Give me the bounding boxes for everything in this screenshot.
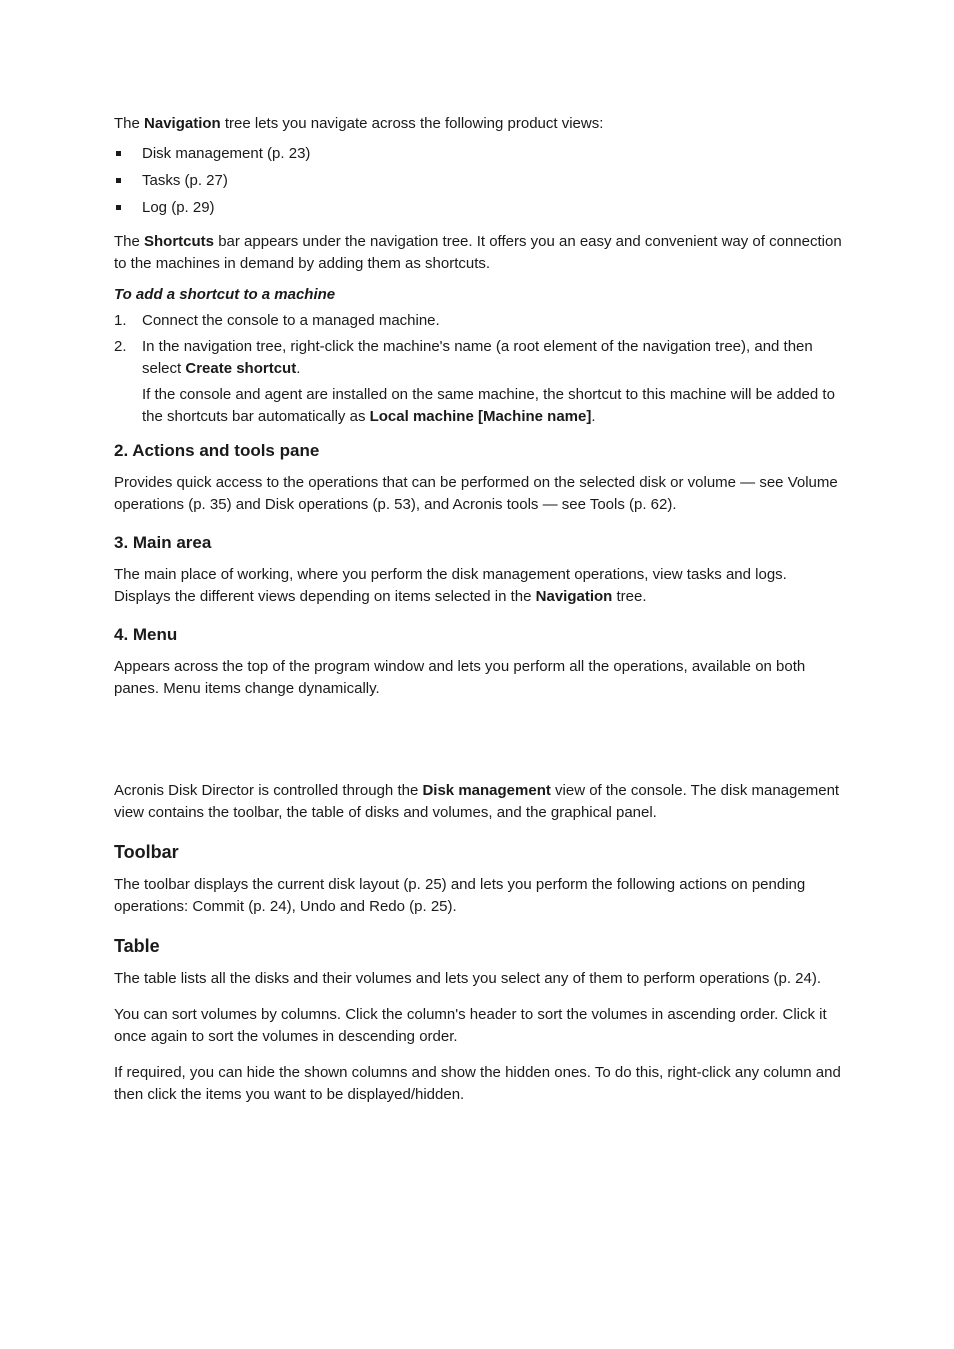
table-paragraph-1: The table lists all the disks and their volumes and lets you select any of them to perform operations (p. 24).: [114, 970, 822, 987]
note-pre: If the console and agent are installed on the same machine, the shortcut to this machine will be added to the shortcuts bar automatically as: [142, 386, 835, 425]
bullet-square-icon: [116, 178, 121, 183]
shortcuts-post: bar appears under the navigation tree. It offers you an easy and convenient way of connection to the machines in demand by adding them as shortcuts.: [114, 233, 842, 272]
bullet-square-icon: [116, 151, 121, 156]
intro-paragraph: [114, 113, 844, 135]
main-bold: Navigation: [535, 588, 613, 605]
step-item: [114, 310, 844, 332]
step-item: [114, 336, 844, 380]
menu-paragraph: Appears across the top of the program window and lets you perform all the operations, available on both panes. Menu items change dynamically.: [114, 658, 806, 697]
disk-mgmt-bold: Disk management: [422, 782, 551, 799]
section-spacer: [114, 716, 844, 780]
actions-paragraph: Provides quick access to the operations that can be performed on the selected disk or volume — see Volume operations (p. 35) and Disk operations (p. 53), and Acronis tools — see Tools (p. 62).: [114, 474, 838, 513]
disk-mgmt-pre: Acronis Disk Director is controlled through the: [114, 782, 423, 799]
bullet-square-icon: [116, 205, 121, 210]
product-views-list: [114, 143, 844, 224]
list-item-text: Disk management (p. 23): [142, 145, 311, 162]
procedure-title: To add a shortcut to a machine: [114, 286, 336, 303]
table-paragraph-3: If required, you can hide the shown columns and show the hidden ones. To do this, right-click any column and then click the items you want to be displayed/hidden.: [114, 1064, 841, 1103]
menu-heading: 4. Menu: [114, 625, 178, 644]
note-bold: Local machine [Machine name]: [369, 408, 592, 425]
step-note: [114, 384, 844, 428]
note-post: .: [591, 408, 596, 425]
document-page: [114, 113, 844, 1120]
list-item: [114, 197, 844, 224]
step-bold: Create shortcut: [185, 360, 297, 377]
intro-post: tree lets you navigate across the following product views:: [220, 115, 604, 132]
shortcuts-bold: Shortcuts: [144, 233, 215, 250]
main-area-heading: 3. Main area: [114, 533, 212, 552]
main-pre: The main place of working, where you perform the disk management operations, view tasks and logs. Displays the different views depending on items selected in the: [114, 566, 787, 605]
step-text: In the navigation tree, right-click the machine's name (a root element of the navigation tree), and then select: [142, 338, 813, 377]
disk-management-paragraph: [114, 780, 844, 824]
toolbar-paragraph: The toolbar displays the current disk layout (p. 25) and lets you perform the following actions on pending operations: Commit (p. 24), Undo and Redo (p. 25).: [114, 876, 806, 915]
toolbar-heading: Toolbar: [114, 842, 179, 862]
shortcuts-paragraph: [114, 231, 844, 275]
step-number: 2.: [114, 338, 127, 355]
step-post: .: [296, 360, 301, 377]
procedure-steps: [114, 310, 844, 380]
intro-bold: Navigation: [144, 115, 221, 132]
actions-heading: 2. Actions and tools pane: [114, 441, 320, 460]
list-item-text: Tasks (p. 27): [142, 172, 228, 189]
table-paragraph-2: You can sort volumes by columns. Click the column's header to sort the volumes in ascending order. Click it once again to sort the volumes in descending order.: [114, 1006, 827, 1045]
shortcuts-pre: The: [114, 233, 145, 250]
list-item-text: Log (p. 29): [142, 199, 215, 216]
main-area-paragraph: [114, 564, 844, 608]
intro-pre: The: [114, 115, 145, 132]
list-item: [114, 170, 844, 197]
step-number: 1.: [114, 312, 127, 329]
list-item: [114, 143, 844, 170]
table-heading: Table: [114, 936, 160, 956]
disk-mgmt-post: view of the console. The disk management view contains the toolbar, the table of disks and volumes, and the graphical panel.: [114, 782, 840, 821]
main-post: tree.: [612, 588, 647, 605]
step-text: Connect the console to a managed machine.: [142, 312, 440, 329]
